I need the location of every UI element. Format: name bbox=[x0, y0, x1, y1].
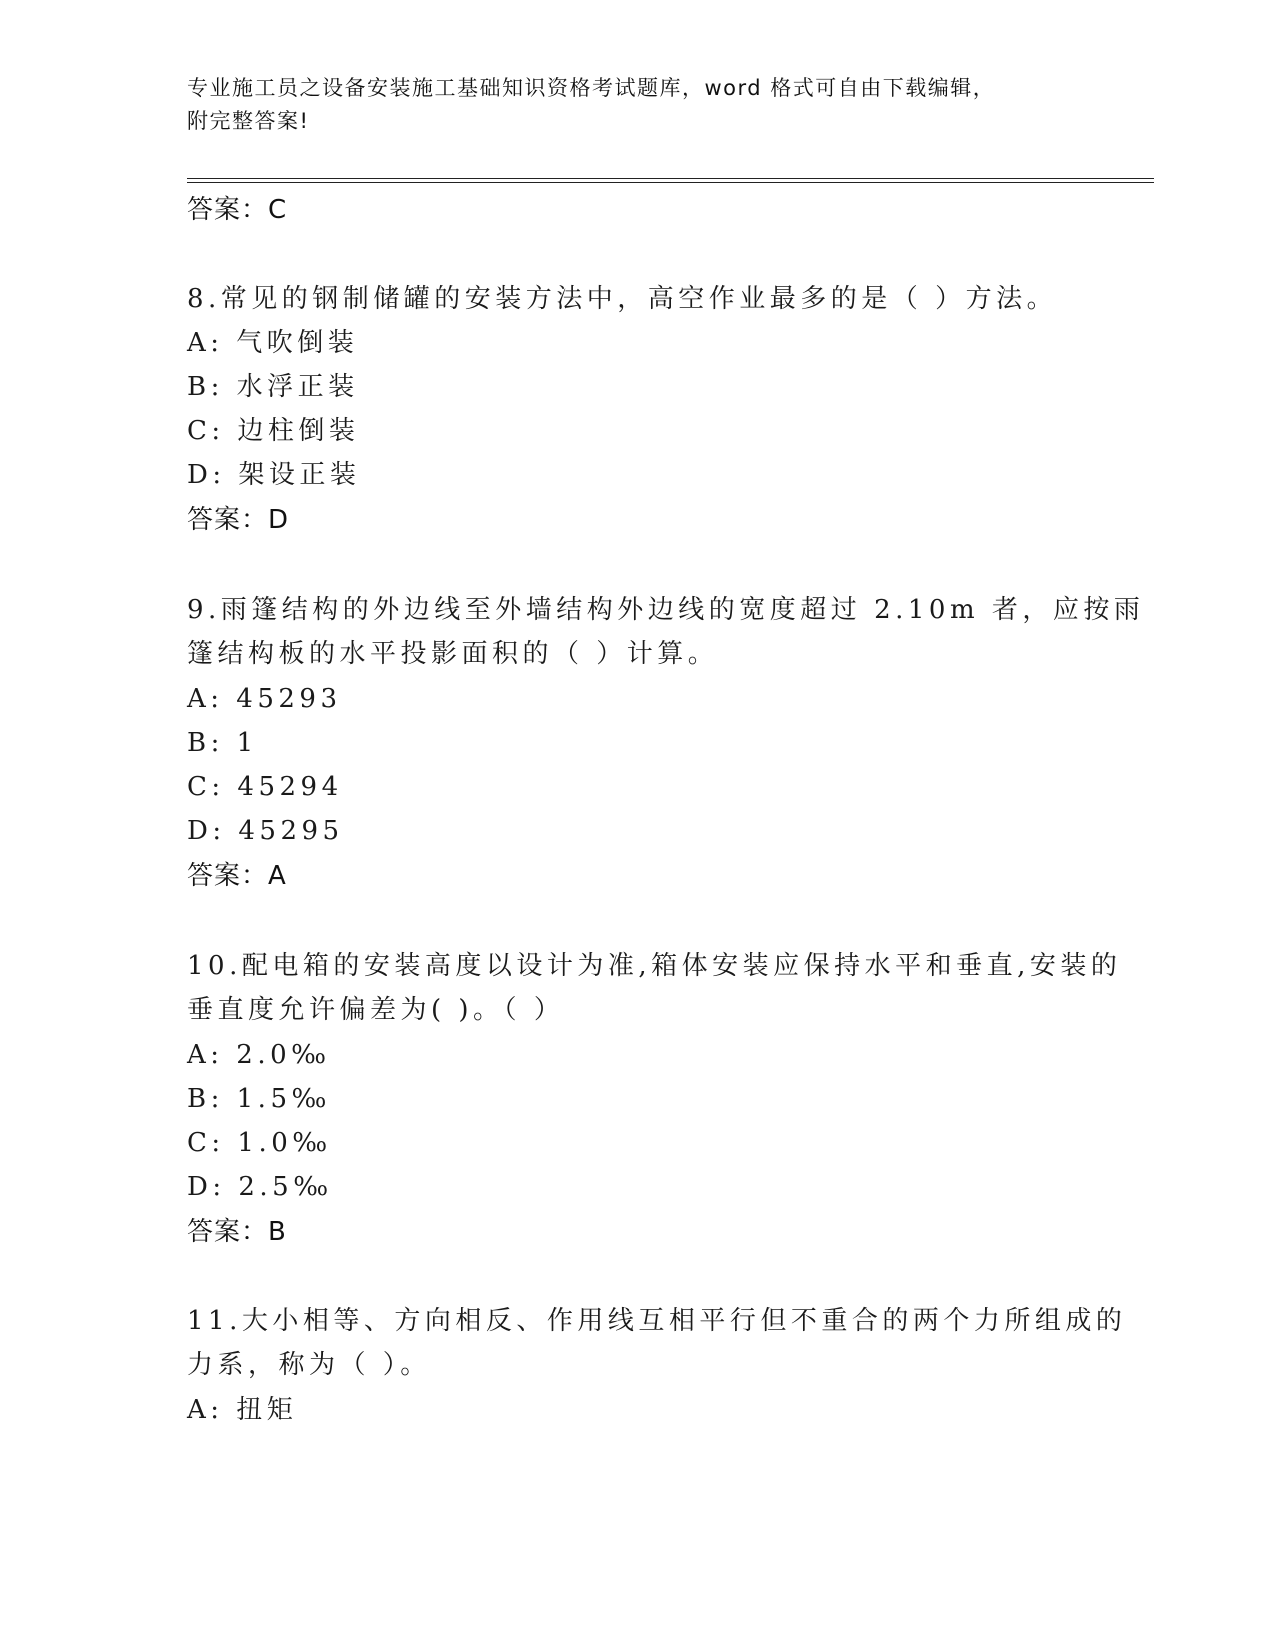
header-divider bbox=[187, 178, 1154, 183]
question-10-option-c: C: 1.0‰ bbox=[187, 1128, 332, 1158]
question-8-line-1: 8.常见的钢制储罐的安装方法中，高空作业最多的是（ ）方法。 bbox=[187, 284, 1058, 314]
question-9-option-a: A: 45293 bbox=[187, 684, 342, 714]
question-10-option-b: B: 1.5‰ bbox=[187, 1084, 331, 1114]
question-8-answer: 答案：D bbox=[187, 505, 290, 535]
document-header bbox=[187, 72, 1087, 138]
question-9-line-1: 9.雨篷结构的外边线至外墙结构外边线的宽度超过 2.10m 者，应按雨 bbox=[187, 595, 1145, 625]
question-10-option-d: D: 2.5‰ bbox=[187, 1172, 333, 1202]
question-9-answer: 答案：A bbox=[187, 861, 287, 891]
header-line-1: 专业施工员之设备安装施工基础知识资格考试题库，word 格式可自由下载编辑， bbox=[187, 76, 996, 100]
question-11-line-1: 11.大小相等、方向相反、作用线互相平行但不重合的两个力所组成的 bbox=[187, 1306, 1127, 1336]
answer-prev: 答案：C bbox=[187, 195, 288, 225]
question-10-option-a: A: 2.0‰ bbox=[187, 1040, 331, 1070]
question-9-option-c: C: 45294 bbox=[187, 772, 343, 802]
question-10-line-1: 10.配电箱的安装高度以设计为准,箱体安装应保持水平和垂直,安装的 bbox=[187, 951, 1122, 981]
question-8-option-a: A: 气吹倒装 bbox=[187, 328, 359, 358]
question-10-line-2: 垂直度允许偏差为( )。（ ） bbox=[187, 995, 565, 1025]
header-line-2: 附完整答案! bbox=[187, 109, 310, 133]
question-8-option-c: C: 边柱倒装 bbox=[187, 416, 360, 446]
question-10-answer: 答案：B bbox=[187, 1217, 287, 1247]
question-8-option-b: B: 水浮正装 bbox=[187, 372, 359, 402]
question-9-option-d: D: 45295 bbox=[187, 816, 344, 846]
question-11-option-a: A: 扭矩 bbox=[187, 1395, 298, 1425]
question-11-line-2: 力系，称为（ ）。 bbox=[187, 1350, 431, 1380]
question-9-option-b: B: 1 bbox=[187, 728, 258, 758]
question-8-option-d: D: 架设正装 bbox=[187, 460, 361, 490]
question-9-line-2: 篷结构板的水平投影面积的（ ）计算。 bbox=[187, 639, 719, 669]
